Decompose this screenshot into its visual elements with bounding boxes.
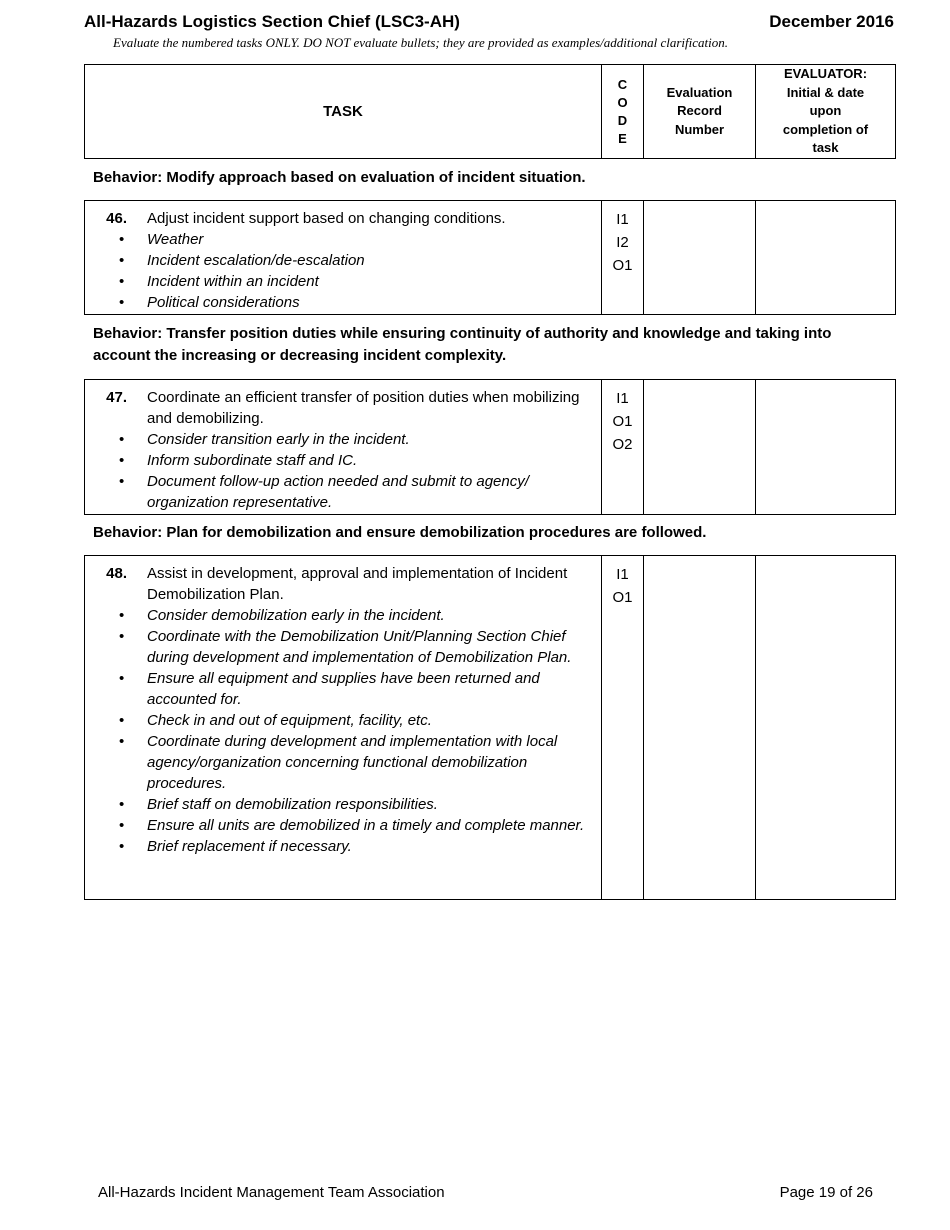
footer-organization: All-Hazards Incident Management Team Association bbox=[98, 1184, 445, 1201]
bullet-item: • Brief replacement if necessary. bbox=[147, 836, 591, 857]
bullet-item: • Incident within an incident bbox=[147, 271, 591, 292]
bullet-item: • Coordinate with the Demobilization Unit/Planning Section Chief during development and implementation of Demobilization Plan. bbox=[147, 626, 591, 668]
bullet-item: • Incident escalation/de-escalation bbox=[147, 250, 591, 271]
task-codes: I1 O1 O2 bbox=[602, 380, 644, 515]
task-number: 46. bbox=[106, 210, 127, 227]
bullet-item: • Consider demobilization early in the incident. bbox=[147, 605, 591, 626]
document-title: All-Hazards Logistics Section Chief (LSC3-AH) bbox=[84, 12, 460, 31]
document-date: December 2016 bbox=[769, 12, 894, 31]
bullet-item: • Coordinate during development and implementation with local agency/organization concerning functional demobilization procedures. bbox=[147, 731, 591, 794]
evaluator-initial-cell[interactable] bbox=[756, 380, 896, 515]
task-cell bbox=[85, 201, 602, 315]
bullet-item: • Ensure all equipment and supplies have been returned and accounted for. bbox=[147, 668, 591, 710]
behavior-heading: Behavior: Plan for demobilization and ensure demobilization procedures are followed. bbox=[93, 524, 707, 541]
bullet-item: • Brief staff on demobilization responsibilities. bbox=[147, 794, 591, 815]
evaluation-record-cell[interactable] bbox=[644, 556, 756, 900]
evaluator-initial-cell[interactable] bbox=[756, 556, 896, 900]
evaluation-record-cell[interactable] bbox=[644, 201, 756, 315]
task-cell bbox=[85, 556, 602, 900]
table-header bbox=[84, 64, 896, 159]
task-number: 47. bbox=[106, 389, 127, 406]
task-table bbox=[84, 555, 896, 900]
column-header-task: TASK bbox=[85, 65, 602, 159]
task-description: Assist in development, approval and implementation of Incident Demobilization Plan. bbox=[147, 565, 568, 603]
bullet-item: • Political considerations bbox=[147, 292, 591, 313]
bullet-item: • Weather bbox=[147, 229, 591, 250]
evaluator-initial-cell[interactable] bbox=[756, 201, 896, 315]
task-description: Coordinate an efficient transfer of position duties when mobilizing and demobilizing. bbox=[147, 389, 580, 427]
task-table bbox=[84, 379, 896, 515]
bullet-item: • Inform subordinate staff and IC. bbox=[147, 450, 591, 471]
task-description: Adjust incident support based on changing conditions. bbox=[147, 210, 506, 227]
task-bullets bbox=[118, 229, 591, 313]
column-header-evaluator: EVALUATOR: Initial & date upon completion of task bbox=[756, 65, 896, 159]
task-codes: I1 O1 bbox=[602, 556, 644, 900]
task-number: 48. bbox=[106, 565, 127, 582]
behavior-heading: Behavior: Transfer position duties while ensuring continuity of authority and knowledge and taking into account the increasing or decreasing incident complexity. bbox=[93, 325, 832, 364]
task-bullets bbox=[118, 429, 591, 513]
task-cell bbox=[85, 380, 602, 515]
task-bullets bbox=[118, 605, 591, 857]
task-codes: I1 I2 O1 bbox=[602, 201, 644, 315]
footer-page-number: Page 19 of 26 bbox=[779, 1184, 873, 1201]
bullet-item: • Ensure all units are demobilized in a timely and complete manner. bbox=[147, 815, 591, 836]
bullet-item: • Consider transition early in the incident. bbox=[147, 429, 591, 450]
task-table bbox=[84, 200, 896, 315]
bullet-item: • Check in and out of equipment, facility, etc. bbox=[147, 710, 591, 731]
bullet-item: • Document follow-up action needed and submit to agency/ organization representative. bbox=[147, 471, 591, 513]
behavior-heading: Behavior: Modify approach based on evaluation of incident situation. bbox=[93, 169, 586, 186]
evaluation-note: Evaluate the numbered tasks ONLY. DO NOT evaluate bullets; they are provided as examples/additional clarification. bbox=[113, 35, 728, 50]
column-header-code: C O D E bbox=[602, 65, 644, 159]
column-header-record: Evaluation Record Number bbox=[644, 65, 756, 159]
evaluation-record-cell[interactable] bbox=[644, 380, 756, 515]
